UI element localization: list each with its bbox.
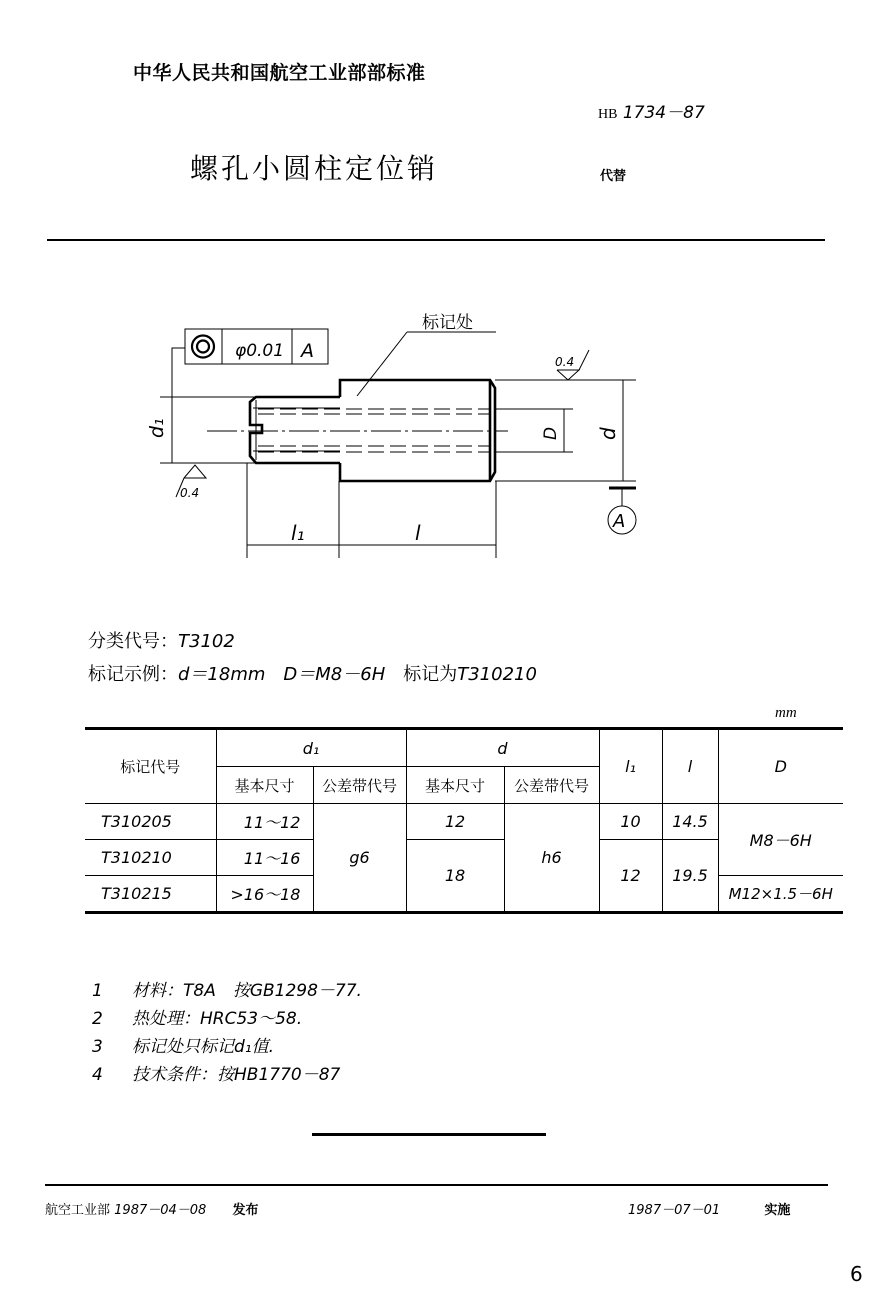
issue-date: 1987－04－08 <box>114 1203 207 1218</box>
issuer: 航空工业部 <box>45 1203 111 1218</box>
row-d1-basic: >16～18 <box>216 876 313 913</box>
dimension-d1: d₁ <box>146 418 168 438</box>
dimension-d: d <box>596 427 620 440</box>
example-text: d＝18mm D＝M8－6H <box>178 664 404 685</box>
marking-location-label: 标记处 <box>422 313 473 333</box>
d-tolerance: h6 <box>504 804 599 913</box>
footer-divider <box>45 1184 828 1186</box>
page-number: 6 <box>850 1262 863 1286</box>
example-label: 标记示例： <box>88 664 178 685</box>
d1-tolerance: g6 <box>313 804 406 913</box>
standard-prefix: HB <box>598 107 618 122</box>
row-code: T310210 <box>85 840 216 876</box>
dimension-D: D <box>541 426 561 440</box>
footer-effective <box>628 1199 790 1218</box>
header-l: l <box>662 729 718 804</box>
D-thread-m12: M12×1.5－6H <box>718 876 843 913</box>
datum-label: A <box>613 511 626 532</box>
row-d1-basic: 11～12 <box>216 804 313 840</box>
header-d1: d₁ <box>216 729 406 767</box>
header-d-tolerance: 公差带代号 <box>504 767 599 804</box>
header-d-basic: 基本尺寸 <box>406 767 504 804</box>
unit-label: mm <box>775 705 797 721</box>
roughness-bottom: 0.4 <box>180 486 200 500</box>
effective-date: 1987－07－01 <box>628 1203 721 1218</box>
technical-drawing <box>0 290 874 570</box>
classification-label: 分类代号： <box>88 631 178 652</box>
standard-number <box>598 98 705 123</box>
dimension-l1: l₁ <box>291 521 305 545</box>
row-l1: 10 <box>599 804 662 840</box>
note-item: 1 材料：T8A 按GB1298－77. <box>92 981 362 1001</box>
document-title: 螺孔小圆柱定位销 <box>190 152 439 185</box>
header-d: d <box>406 729 599 767</box>
replaces-label: 代替 <box>600 169 627 184</box>
l1-12: 12 <box>599 840 662 913</box>
note-item: 4 技术条件：按HB1770－87 <box>92 1065 341 1085</box>
technical-notes <box>92 977 362 1089</box>
row-code: T310215 <box>85 876 216 913</box>
classification-value: T3102 <box>178 631 235 652</box>
header-code: 标记代号 <box>85 729 216 804</box>
D-thread-m8: M8－6H <box>718 804 843 876</box>
header-divider <box>47 239 825 241</box>
classification-code <box>88 627 235 653</box>
tolerance-value: φ0.01 <box>235 341 285 361</box>
footer-issue <box>45 1199 258 1218</box>
issue-label: 发布 <box>232 1203 259 1218</box>
header-d1-basic: 基本尺寸 <box>216 767 313 804</box>
table-row <box>85 804 843 840</box>
l-19-5: 19.5 <box>662 840 718 913</box>
row-l: 14.5 <box>662 804 718 840</box>
effective-label: 实施 <box>764 1203 791 1218</box>
example-mark: T310210 <box>457 664 537 685</box>
end-rule <box>312 1133 546 1136</box>
dimension-l: l <box>415 521 421 545</box>
issuing-organization: 中华人民共和国航空工业部部标准 <box>133 62 426 84</box>
header-D: D <box>718 729 843 804</box>
row-code: T310205 <box>85 804 216 840</box>
header-d1-tolerance: 公差带代号 <box>313 767 406 804</box>
row-d-basic: 12 <box>406 804 504 840</box>
row-d1-basic: 11～16 <box>216 840 313 876</box>
tolerance-datum: A <box>301 340 314 362</box>
note-item: 2 热处理：HRC53～58. <box>92 1009 303 1029</box>
d-basic-18: 18 <box>406 840 504 913</box>
example-mark-label: 标记为 <box>403 664 458 685</box>
specification-table <box>85 727 843 914</box>
note-item: 3 标记处只标记d₁值. <box>92 1037 275 1057</box>
roughness-top: 0.4 <box>555 355 575 369</box>
marking-example <box>88 660 537 686</box>
standard-number-value: 1734－87 <box>622 103 705 123</box>
header-l1: l₁ <box>599 729 662 804</box>
